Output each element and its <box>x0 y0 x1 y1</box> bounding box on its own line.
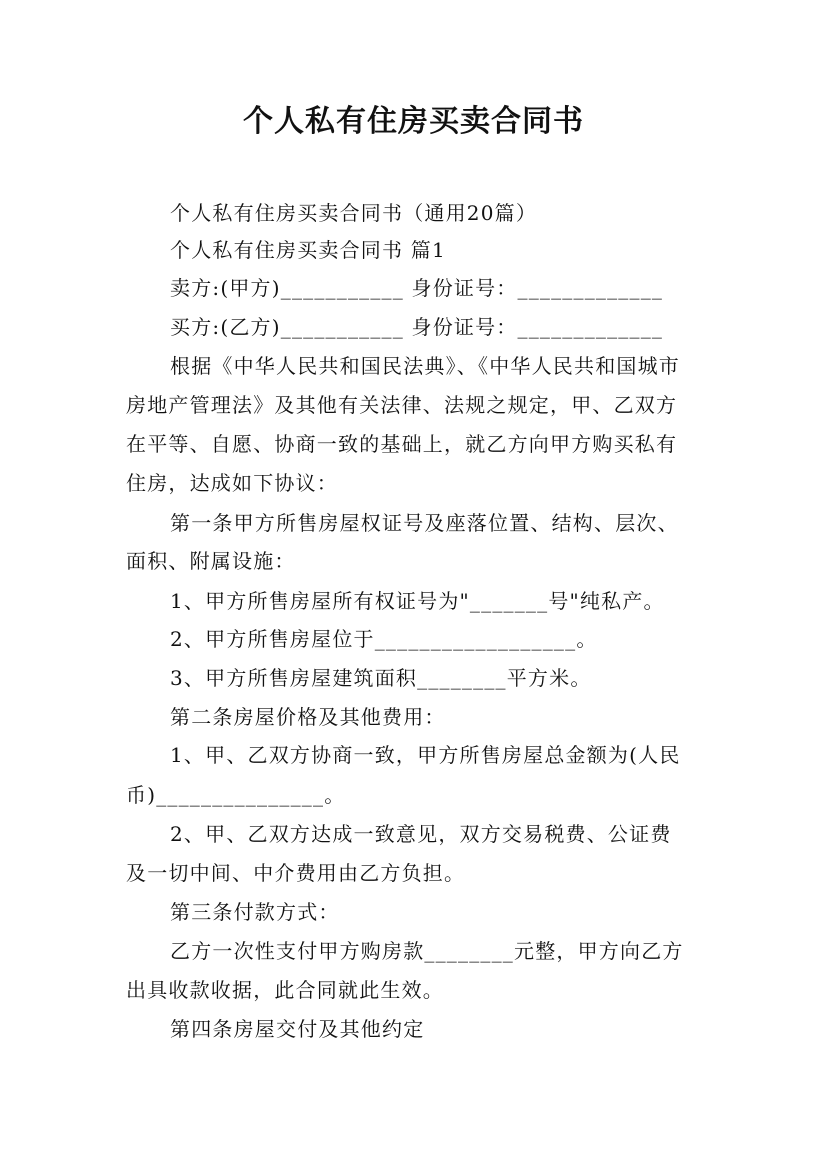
contract-part-heading: 个人私有住房买卖合同书 篇1 <box>170 238 446 262</box>
article-2-heading: 第二条房屋价格及其他费用： <box>170 705 446 729</box>
buyer-party-line: 买方:(乙方)___________ 身份证号：_____________ <box>170 315 664 339</box>
article-4-heading: 第四条房屋交付及其他约定 <box>170 1017 425 1041</box>
article-2-item-1-line-2: 币)_______________。 <box>126 783 346 807</box>
intro-paragraph-line-2: 房地产管理法》及其他有关法律、法规之规定，甲、乙双方 <box>126 393 678 417</box>
article-1-item-3: 3、甲方所售房屋建筑面积________平方米。 <box>170 666 592 690</box>
article-1-item-2: 2、甲方所售房屋位于__________________。 <box>170 627 598 651</box>
intro-paragraph-line-4: 住房，达成如下协议： <box>126 471 338 495</box>
article-1-heading-line-2: 面积、附属设施： <box>126 549 296 573</box>
intro-paragraph-line-3: 在平等、自愿、协商一致的基础上，就乙方向甲方购买私有 <box>126 432 678 456</box>
article-2-item-2-line-1: 2、甲、乙双方达成一致意见，双方交易税费、公证费 <box>170 822 672 846</box>
article-1-heading-line-1: 第一条甲方所售房屋权证号及座落位置、结构、层次、 <box>170 511 679 535</box>
intro-paragraph-line-1: 根据《中华人民共和国民法典》、《中华人民共和国城市 <box>170 354 680 378</box>
article-2-item-2-line-2: 及一切中间、中介费用由乙方负担。 <box>126 861 466 885</box>
article-2-item-1-line-1: 1、甲、乙双方协商一致，甲方所售房屋总金额为(人民 <box>170 743 681 767</box>
contract-collection-title: 个人私有住房买卖合同书（通用20篇） <box>170 201 538 225</box>
article-3-text-line-1: 乙方一次性支付甲方购房款________元整，甲方向乙方 <box>170 939 684 963</box>
document-title: 个人私有住房买卖合同书 <box>243 104 584 139</box>
article-3-text-line-2: 出具收款收据，此合同就此生效。 <box>126 978 444 1002</box>
article-1-item-1: 1、甲方所售房屋所有权证号为"_______号"纯私产。 <box>170 589 665 613</box>
seller-party-line: 卖方:(甲方)___________ 身份证号：_____________ <box>170 276 664 300</box>
article-3-heading: 第三条付款方式： <box>170 900 340 924</box>
